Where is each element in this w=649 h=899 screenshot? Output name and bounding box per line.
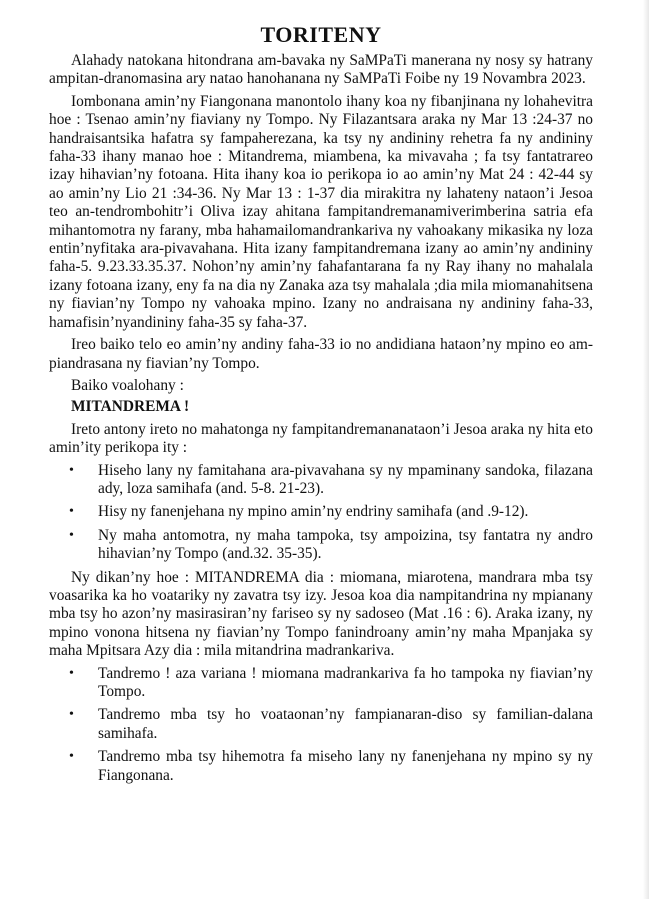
list-item <box>49 706 593 743</box>
list-item-text: Tandremo mba tsy ho voataonan’ny fampianaran-diso sy familian-dalana samihafa. <box>98 706 593 742</box>
document-body <box>49 22 593 790</box>
bullet-icon: • <box>69 707 74 723</box>
bullet-icon: • <box>69 527 74 543</box>
paragraph-2: Iombonana amin’ny Fiangonana manontolo ihany koa ny fibanjinana ny lohahevitra hoe : Tsenao amin’ny fiaviany ny Tompo. Ny Filazantsara araka ny Mar 13 :24-37 no handraisantsika hafatra sy fampaherezana, ka tsy ny andininy rehetra fa ny andininy faha-33 ihany manao hoe : Mitandrema, miambena, ka mivavaha ; fa tsy fantatrareo izay hihavian’ny fotoana. Hita ihany koa io perikopa io ao amin’ny Mat 24 : 42-44 sy ao amin’ny Lio 21 :34-36. Ny Mar 13 : 1-37 dia mirakitra ny lahateny nataon’i Jesoa teo an-tendrombohitr’i Oliva izay ahitana fampitandremanamiverimberina satria efa mihantomotra ny farany, mba hahamailomandrankariva ny vahoakany mikasika ny loza entin’nyfitaka ara-pivavahana. Hita izany fampitandremana izany ao amin’ny andininy faha-5. 9.23.33.35.37. Nohon’ny amin’ny fahafantarana fa ny Ray ihany no mahalala izany fotoana izany, eny fa na dia ny Zanaka aza tsy mahalala ;dia mila miomanahitsena ny fiavian’ny Tompo ny vahoaka mpino. Izany no andraisana ny andininy faha-33, hamafisin’nyandininy faha-35 sy faha-37. <box>49 92 593 331</box>
bullet-icon: • <box>69 665 74 681</box>
bullet-icon: • <box>69 504 74 520</box>
list-item <box>49 748 593 785</box>
list-item-text: Tandremo ! aza variana ! miomana madrankariva fa ho tampoka ny fiavian’ny Tompo. <box>98 664 593 700</box>
list-item-text: Tandremo mba tsy hihemotra fa miseho lany ny fanenjehana ny mpino sy ny Fiangonana. <box>98 748 593 784</box>
middle-paragraph: Ny dikan’ny hoe : MITANDREMA dia : miomana, miarotena, mandrara mba tsy voasarika ka ho voatariky ny zavatra tsy izy. Jesoa koa dia nampitandrina ny mpianany mba tsy ho azon’ny masirasiran’ny fariseo sy ny sadoseo (Mat .16 : 6). Araka izany, ny mpino vonona hitsena ny fiavian’ny Tompo fanindroany amin’ny maha Mpanjaka sy maha Mpitsara Azy dia : mila mitandrina madrankariva. <box>49 568 593 660</box>
page-title: TORITENY <box>260 22 382 47</box>
list-item <box>49 503 593 521</box>
baiko-label: Baiko voalohany : <box>71 376 184 394</box>
bullet-list-1 <box>49 462 593 564</box>
list-item <box>49 665 593 702</box>
list-item <box>49 462 593 499</box>
list-item <box>49 527 593 564</box>
paragraph-3: Ireo baiko telo eo amin’ny andiny faha-33 io no andidiana hataon’ny mpino eo am-piandrasana ny fiavian’ny Tompo. <box>49 336 593 372</box>
paragraph-1: Alahady natokana hitondrana am-bavaka ny SaMPaTi manerana ny nosy sy hatrany ampitan-dranomasina ary natao hanohanana ny SaMPaTi Foibe ny 19 Novambra 2023. <box>49 52 593 88</box>
list-item-text: Ny maha antomotra, ny maha tampoka, tsy ampoizina, tsy fantatra ny andro hihavian’ny Tompo (and.32. 35-35). <box>98 526 593 563</box>
intro-paragraph: Ireto antony ireto no mahatonga ny fampitandremananataon’i Jesoa araka ny hita eto amin’ity perikopa ity : <box>49 420 593 457</box>
list-item-text: Hiseho lany ny famitahana ara-pivavahana sy ny mpaminany sandoka, filazana ady, loza samihafa (and. 5-8. 21-23). <box>98 461 593 497</box>
list-item-text: Hisy ny fanenjehana ny mpino amin’ny endriny samihafa (and .9-12). <box>98 503 529 521</box>
bullet-list-2 <box>49 665 593 785</box>
bullet-icon: • <box>69 462 74 478</box>
page-edge-shadow <box>643 0 649 899</box>
bullet-icon: • <box>69 749 74 765</box>
section-heading: MITANDREMA ! <box>71 398 190 416</box>
